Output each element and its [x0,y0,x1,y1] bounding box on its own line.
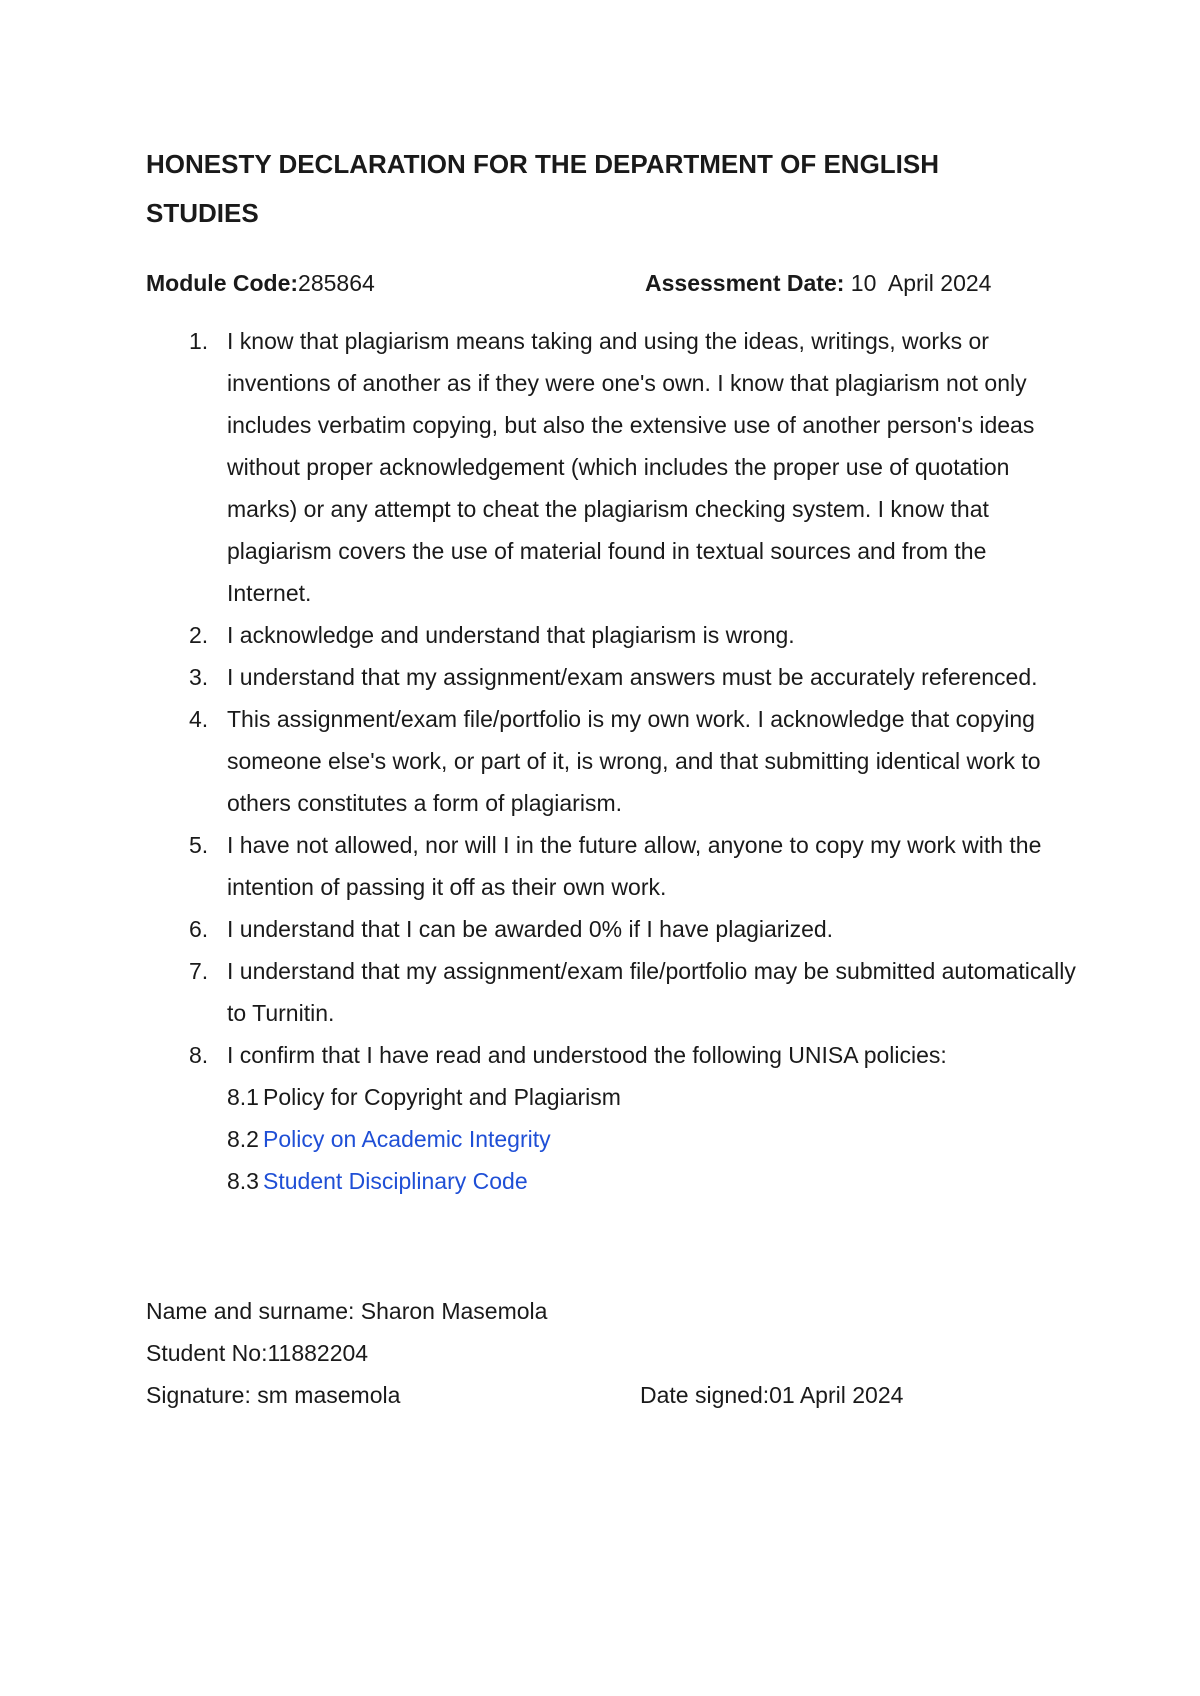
policy-link-academic-integrity[interactable]: Policy on Academic Integrity [263,1126,551,1152]
name-row: Name and surname: Sharon Masemola [146,1298,548,1324]
list-item [146,1034,1076,1202]
signature-row [146,1374,1076,1416]
item-number: 8. [189,1042,209,1068]
item-number: 5. [189,832,209,858]
item-number: 1. [189,328,209,354]
policy-number: 8.2 [227,1126,259,1152]
assessment-date-value: 10 April 2024 [844,270,992,296]
signature-text: Signature: sm masemola [146,1382,401,1408]
list-item [146,698,1076,824]
item-text: I understand that my assignment/exam answers must be accurately referenced. [227,664,1038,690]
module-code [146,270,375,297]
list-item [146,656,1076,698]
item-text: I understand that my assignment/exam file/portfolio may be submitted automatically to Turnitin. [227,958,1076,1026]
assessment-date [645,270,991,297]
policy-number: 8.1 [227,1084,259,1110]
policy-number: 8.3 [227,1168,259,1194]
item-text: I understand that I can be awarded 0% if I have plagiarized. [227,916,834,942]
policy-link-disciplinary-code[interactable]: Student Disciplinary Code [263,1168,528,1194]
student-number-row: Student No:11882204 [146,1340,369,1366]
item-number: 2. [189,622,209,648]
date-signed-text: Date signed:01 April 2024 [640,1382,904,1408]
signature-block [146,1290,1076,1416]
module-code-value: 285864 [298,270,375,296]
list-item [146,614,1076,656]
declaration-list [146,320,1076,1202]
list-item [146,320,1076,614]
item-number: 6. [189,916,209,942]
policy-item-academic-integrity [227,1118,1076,1160]
policy-text: Policy for Copyright and Plagiarism [263,1084,621,1110]
item-number: 4. [189,706,209,732]
policy-item-copyright [227,1076,1076,1118]
assessment-date-label: Assessment Date: [645,270,845,296]
meta-row [146,270,1076,302]
list-item [146,950,1076,1034]
module-code-label: Module Code: [146,270,299,296]
list-item [146,824,1076,908]
page-title: HONESTY DECLARATION FOR THE DEPARTMENT OF ENGLISH STUDIES [146,149,940,228]
policy-item-disciplinary-code [227,1160,1076,1202]
item-text: This assignment/exam file/portfolio is my own work. I acknowledge that copying someone else's work, or part of it, is wrong, and that submitting identical work to others constitutes a form of plagiarism. [227,706,1041,816]
item-text: I acknowledge and understand that plagiarism is wrong. [227,622,795,648]
item-number: 3. [189,664,209,690]
list-item [146,908,1076,950]
item-text: I know that plagiarism means taking and using the ideas, writings, works or inventions of another as if they were one's own. I know that plagiarism not only includes verbatim copying, but also the extensive use of another person's ideas without proper acknowledgement (which includes the proper use of quotation marks) or any attempt to cheat the plagiarism checking system. I know that plagiarism covers the use of material found in textual sources and from the Internet. [227,328,1035,606]
item-text: I confirm that I have read and understood the following UNISA policies: [227,1042,947,1068]
item-number: 7. [189,958,209,984]
item-text: I have not allowed, nor will I in the future allow, anyone to copy my work with the intention of passing it off as their own work. [227,832,1042,900]
